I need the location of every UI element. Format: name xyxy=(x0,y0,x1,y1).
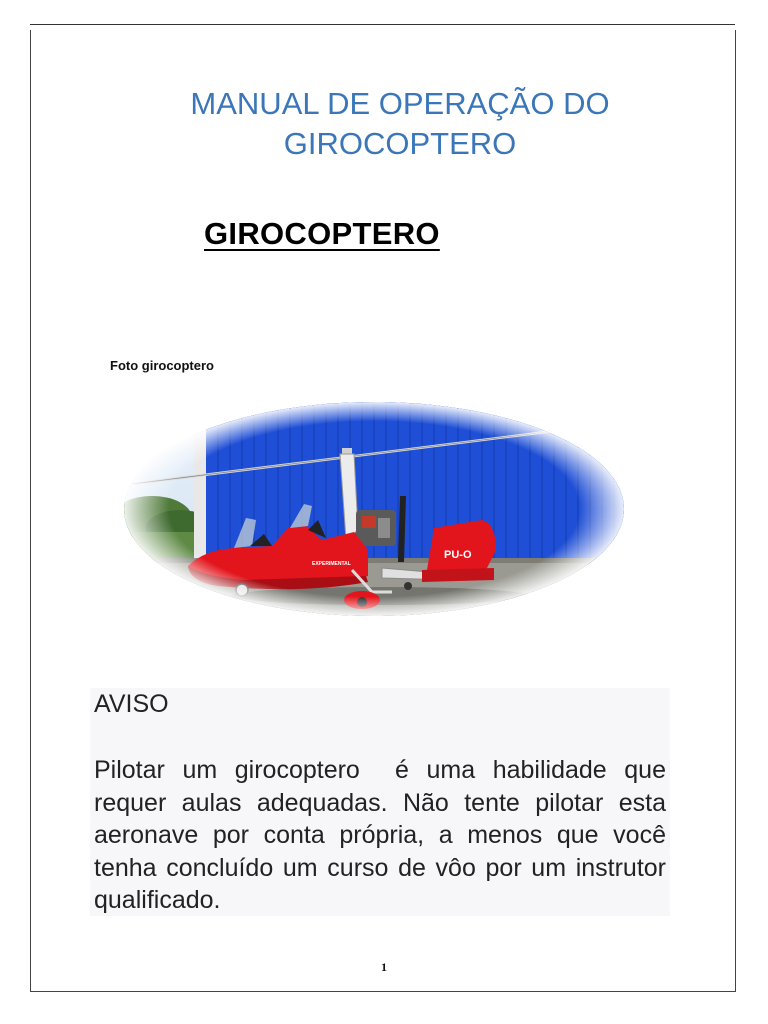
warning-box xyxy=(90,688,673,916)
document-subtitle: GIROCOPTERO xyxy=(204,216,440,251)
gyrocopter-photo xyxy=(122,400,626,618)
warning-heading: AVISO xyxy=(94,690,169,718)
document-title-line-2: GIROCOPTERO xyxy=(283,126,517,161)
warning-text: Pilotar um girocoptero é uma habilidade que requer aulas adequadas. Não tente pilotar esta aeronave por conta própria, a menos que você tenha concluído um curso de vôo por um instrutor qualificado. xyxy=(94,756,673,914)
photo-caption: Foto girocoptero xyxy=(110,358,214,373)
document-title xyxy=(100,84,700,164)
document-title-line-1: MANUAL DE OPERAÇÃO DO xyxy=(190,86,610,121)
top-rule xyxy=(30,24,735,25)
page-number: 1 xyxy=(381,960,387,974)
